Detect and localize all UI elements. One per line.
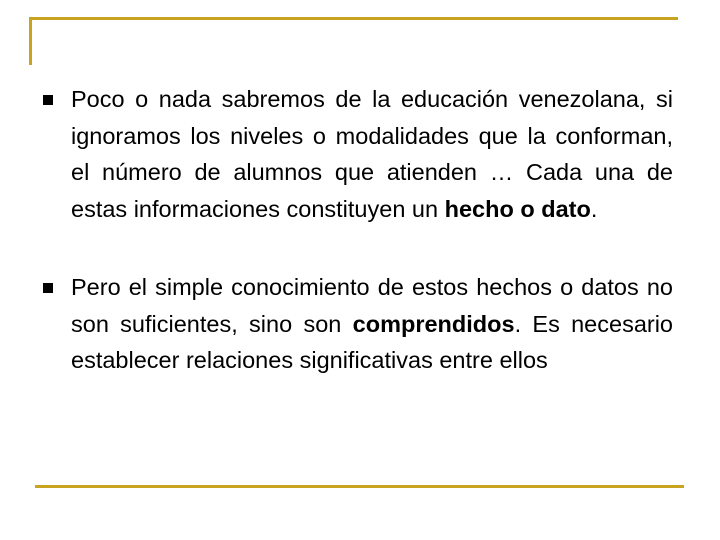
bullet-item-comprension <box>43 269 673 379</box>
bullet-bold-text: hecho o dato <box>444 195 591 222</box>
bullet-text-end: . Es necesario establecer relaciones significativas entre ellos <box>71 310 674 373</box>
bullet-text: Poco o nada sabremos de la educación venezolana, si ignoramos los niveles o modalidades que la conforman, el número de alumnos que atienden … Cada una de estas informaciones constituyen un <box>71 86 673 222</box>
bullet-text: Pero el simple conocimiento de estos hechos o datos no son suficientes, sino son <box>71 274 673 337</box>
square-bullet-icon <box>43 283 53 293</box>
frame-top-line <box>29 17 678 20</box>
square-bullet-icon <box>43 95 53 105</box>
frame-bottom-line <box>35 485 684 488</box>
frame-left-line <box>29 17 32 65</box>
bullet-list <box>43 81 673 379</box>
bullet-text-end: . <box>590 195 598 222</box>
bullet-item-educacion <box>43 81 673 227</box>
bullet-bold-text: comprendidos <box>352 310 515 337</box>
